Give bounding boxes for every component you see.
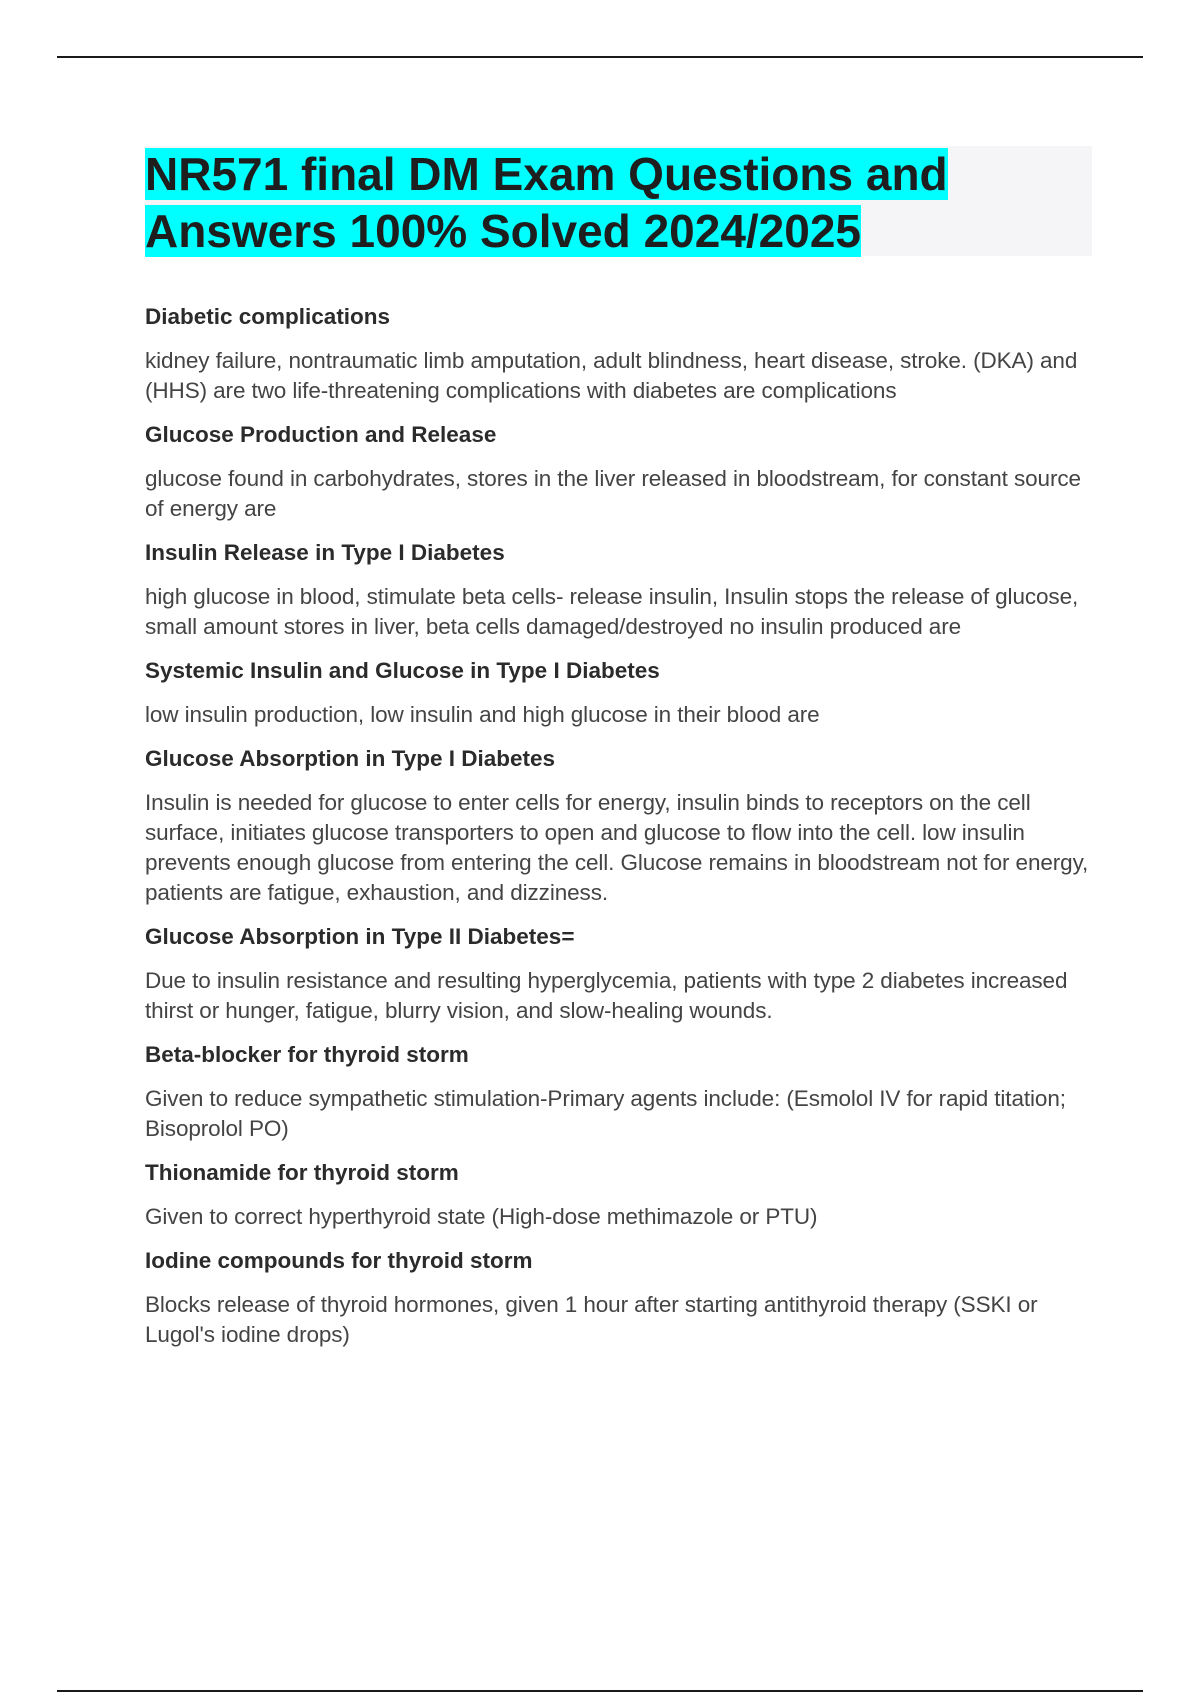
- document-title: [145, 146, 1015, 260]
- question-text: Glucose Absorption in Type II Diabetes=: [145, 924, 575, 949]
- question-text: Thionamide for thyroid storm: [145, 1160, 459, 1185]
- answer-text: Given to reduce sympathetic stimulation-Primary agents include: (Esmolol IV for rapid titation; Bisoprolol PO): [145, 1086, 1066, 1141]
- question-text: Systemic Insulin and Glucose in Type I Diabetes: [145, 658, 660, 683]
- question-text: Glucose Absorption in Type I Diabetes: [145, 746, 556, 771]
- answer-text: Blocks release of thyroid hormones, given 1 hour after starting antithyroid therapy (SSKI or Lugol's iodine drops): [145, 1292, 1038, 1347]
- title-panel: [145, 146, 1092, 256]
- answer-text: Due to insulin resistance and resulting hyperglycemia, patients with type 2 diabetes increased thirst or hunger, fatigue, blurry vision, and slow-healing wounds.: [145, 968, 1068, 1023]
- question-text: Insulin Release in Type I Diabetes: [145, 540, 505, 565]
- qa-item: [145, 302, 1095, 406]
- document-title-highlight: NR571 final DM Exam Questions and Answers 100% Solved 2024/2025: [145, 148, 948, 257]
- answer-text: glucose found in carbohydrates, stores in the liver released in bloodstream, for constant source of energy are: [145, 466, 1081, 521]
- answer-text: high glucose in blood, stimulate beta cells- release insulin, Insulin stops the release of glucose, small amount stores in liver, beta cells damaged/destroyed no insulin produced are: [145, 584, 1079, 639]
- question-text: Diabetic complications: [145, 304, 391, 329]
- qa-item: [145, 922, 1095, 1026]
- answer-text: Given to correct hyperthyroid state (High-dose methimazole or PTU): [145, 1204, 818, 1229]
- answer-text: kidney failure, nontraumatic limb amputation, adult blindness, heart disease, stroke. (DKA) and (HHS) are two life-threatening complications with diabetes are complications: [145, 348, 1078, 403]
- question-text: Beta-blocker for thyroid storm: [145, 1042, 469, 1067]
- qa-item: [145, 1040, 1095, 1144]
- qa-item: [145, 538, 1095, 642]
- top-rule: [57, 56, 1143, 58]
- question-text: Iodine compounds for thyroid storm: [145, 1248, 533, 1273]
- question-text: Glucose Production and Release: [145, 422, 497, 447]
- qa-item: [145, 744, 1095, 908]
- bottom-rule: [57, 1690, 1143, 1692]
- qa-item: [145, 1246, 1095, 1350]
- qa-list: [145, 302, 1095, 1364]
- qa-item: [145, 656, 1095, 730]
- answer-text: Insulin is needed for glucose to enter cells for energy, insulin binds to receptors on the cell surface, initiates glucose transporters to open and glucose to flow into the cell. low insulin prevents enough glucose from entering the cell. Glucose remains in bloodstream not for energy, patients are fatigue, exhaustion, and dizziness.: [145, 790, 1089, 905]
- qa-item: [145, 420, 1095, 524]
- answer-text: low insulin production, low insulin and high glucose in their blood are: [145, 702, 820, 727]
- qa-item: [145, 1158, 1095, 1232]
